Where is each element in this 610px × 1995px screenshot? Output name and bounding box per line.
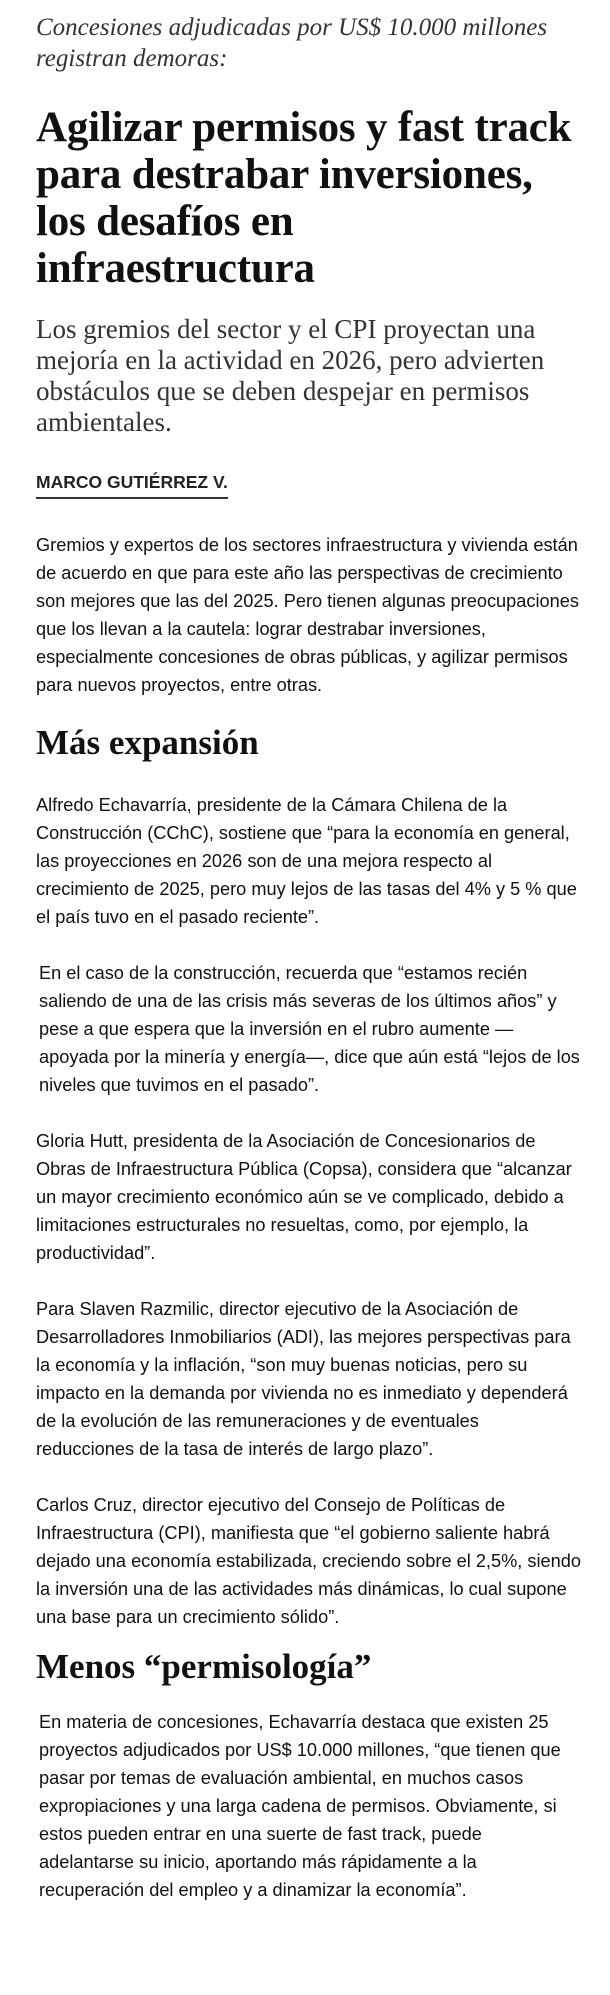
paragraph-razmilic: Para Slaven Razmilic, director ejecutivo de la Asociación de Desarrolladores Inmobiliarios (ADI), las mejores perspectivas para la economía y la inflación, “son muy buenas noticias, pero su impacto en la demanda por vivienda no es inmediato y dependerá de la evolución de las remuneraciones y de eventuales reducciones de la tasa de interés de largo plazo”. [36,1299,571,1459]
paragraph-cruz: Carlos Cruz, director ejecutivo del Consejo de Políticas de Infraestructura (CPI), manifiesta que “el gobierno saliente habrá dejado una economía estabilizada, creciendo sobre el 2,5%, siendo la inversión una de las actividades más dinámicas, lo cual supone una base para un crecimiento sólido”. [36,1495,581,1627]
article-headline: Agilizar permisos y fast track para destrabar inversiones, los desafíos en infraestructura [36,104,572,292]
section-heading-permisologia: Menos “permisología” [36,1647,372,1686]
article-deck: Los gremios del sector y el CPI proyectan una mejoría en la actividad en 2026, pero advierten obstáculos que se deben despejar en permisos ambientales. [36,314,545,437]
byline-container [36,471,581,499]
paragraph-concessions: En materia de concesiones, Echavarría destaca que existen 25 proyectos adjudicados por US$ 10.000 millones, “que tienen que pasar por temas de evaluación ambiental, en muchos casos expropiaciones y una larga cadena de permisos. Obviamente, si estos pueden entrar en una suerte de fast track, puede adelantarse su inicio, aportando más rápidamente a la recuperación del empleo y a dinamizar la economía”. [39,1712,561,1900]
paragraph-echavarria: Alfredo Echavarría, presidente de la Cámara Chilena de la Construcción (CChC), sostiene que “para la economía en general, las proyecciones en 2026 son de una mejora respecto al crecimiento de 2025, pero muy lejos de las tasas del 4% y 5 % que el país tuvo en el pasado reciente”. [36,795,577,927]
paragraph-construction: En el caso de la construcción, recuerda que “estamos recién saliendo de una de las crisis más severas de los últimos años” y pese a que espera que la inversión en el rubro aumente —apoyada por la minería y energía—, dice que aún está “lejos de los niveles que tuvimos en el pasado”. [39,963,580,1095]
author-byline-link[interactable]: MARCO GUTIÉRREZ V. [36,471,228,499]
section-heading-expansion: Más expansión [36,723,259,762]
paragraph-hutt: Gloria Hutt, presidenta de la Asociación de Concesionarios de Obras de Infraestructura Pública (Copsa), considera que “alcanzar un mayor crecimiento económico aún se ve complicado, debido a limitaciones estructurales no resueltas, como, por ejemplo, la productividad”. [36,1131,572,1263]
article-kicker: Concesiones adjudicadas por US$ 10.000 millones registran demoras: [36,14,548,72]
paragraph-intro: Gremios y expertos de los sectores infraestructura y vivienda están de acuerdo en que para este año las perspectivas de crecimiento son mejores que las del 2025. Pero tienen algunas preocupaciones que los llevan a la cautela: lograr destrabar inversiones, especialmente concesiones de obras públicas, y agilizar permisos para nuevos proyectos, entre otras. [36,535,579,695]
article [36,0,581,1904]
